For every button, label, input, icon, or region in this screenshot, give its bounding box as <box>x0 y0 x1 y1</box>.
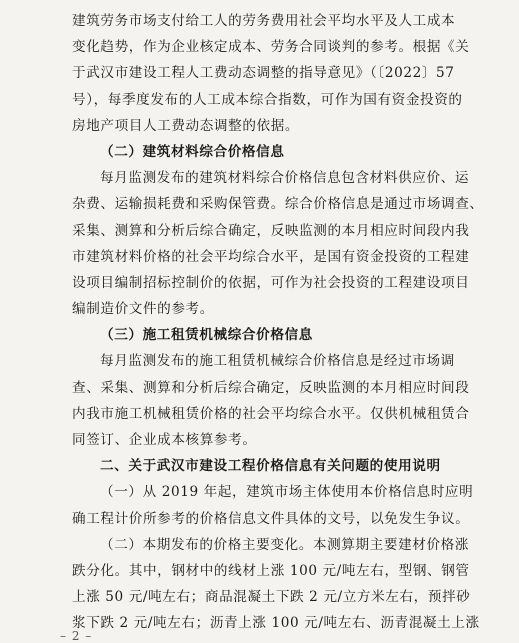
text-line: （一）从 2019 年起，建筑市场主体使用本价格信息时应明 <box>100 484 474 501</box>
section-heading: （二）建筑材料综合价格信息 <box>100 143 285 160</box>
text-line: 编制造价文件的参考。 <box>72 301 214 318</box>
text-line: 杂费、运输损耗费和采购保管费。综合价格信息是通过市场调查、 <box>72 196 484 213</box>
text-line: 采集、测算和分析后综合确定，反映监测的本月相应时间段内我 <box>72 222 470 239</box>
text-line: 确工程计价所参考的价格信息文件具体的文号，以免发生争议。 <box>72 510 470 527</box>
page-number: – 2 – <box>60 629 93 643</box>
text-line: 每月监测发布的建筑材料综合价格信息包含材料供应价、运 <box>100 170 470 187</box>
text-line: 浆下跌 2 元/吨左右；沥青上涨 100 元/吨左右、沥青混凝土上涨 <box>72 615 480 632</box>
body-text <box>72 8 489 637</box>
text-line: 同签订、企业成本核算参考。 <box>72 432 257 448</box>
text-line: 房地产项目人工费动态调整的依据。 <box>72 117 300 134</box>
text-line: 内我市施工机械租赁价格的社会平均综合水平。仅供机械租赁合 <box>72 405 470 422</box>
text-line: 于武汉市建设工程人工费动态调整的指导意见》（〔2022〕57 <box>72 65 455 82</box>
text-line: 跌分化。其中，钢材中的线材上涨 100 元/吨左右，型钢、钢管 <box>72 562 470 579</box>
text-line: 上涨 50 元/吨左右；商品混凝土下跌 2 元/立方米左右，预拌砂 <box>72 589 471 606</box>
text-line: 号），每季度发布的人工成本综合指数，可作为国有资金投资的 <box>72 91 463 108</box>
text-line: 变化趋势，作为企业核定成本、劳务合同谈判的参考。根据《关 <box>72 39 470 56</box>
text-line: 设项目编制招标控制价的依据，可作为社会投资的工程建设项目 <box>72 274 470 291</box>
text-line: 市建筑材料价格的社会平均综合水平，是国有资金投资的工程建 <box>72 248 470 265</box>
text-line: 建筑劳务市场支付给工人的劳务费用社会平均水平及人工成本 <box>72 13 456 29</box>
section-heading: （三）施工租赁机械综合价格信息 <box>100 327 313 344</box>
section-heading: 二、关于武汉市建设工程价格信息有关问题的使用说明 <box>100 458 441 475</box>
text-line: （二）本期发布的价格主要变化。本测算期主要建材价格涨 <box>100 536 470 553</box>
text-line: 每月监测发布的施工租赁机械综合价格信息是经过市场调 <box>100 353 455 370</box>
text-line: 查、采集、测算和分析后综合确定，反映监测的本月相应时间段 <box>72 379 470 396</box>
